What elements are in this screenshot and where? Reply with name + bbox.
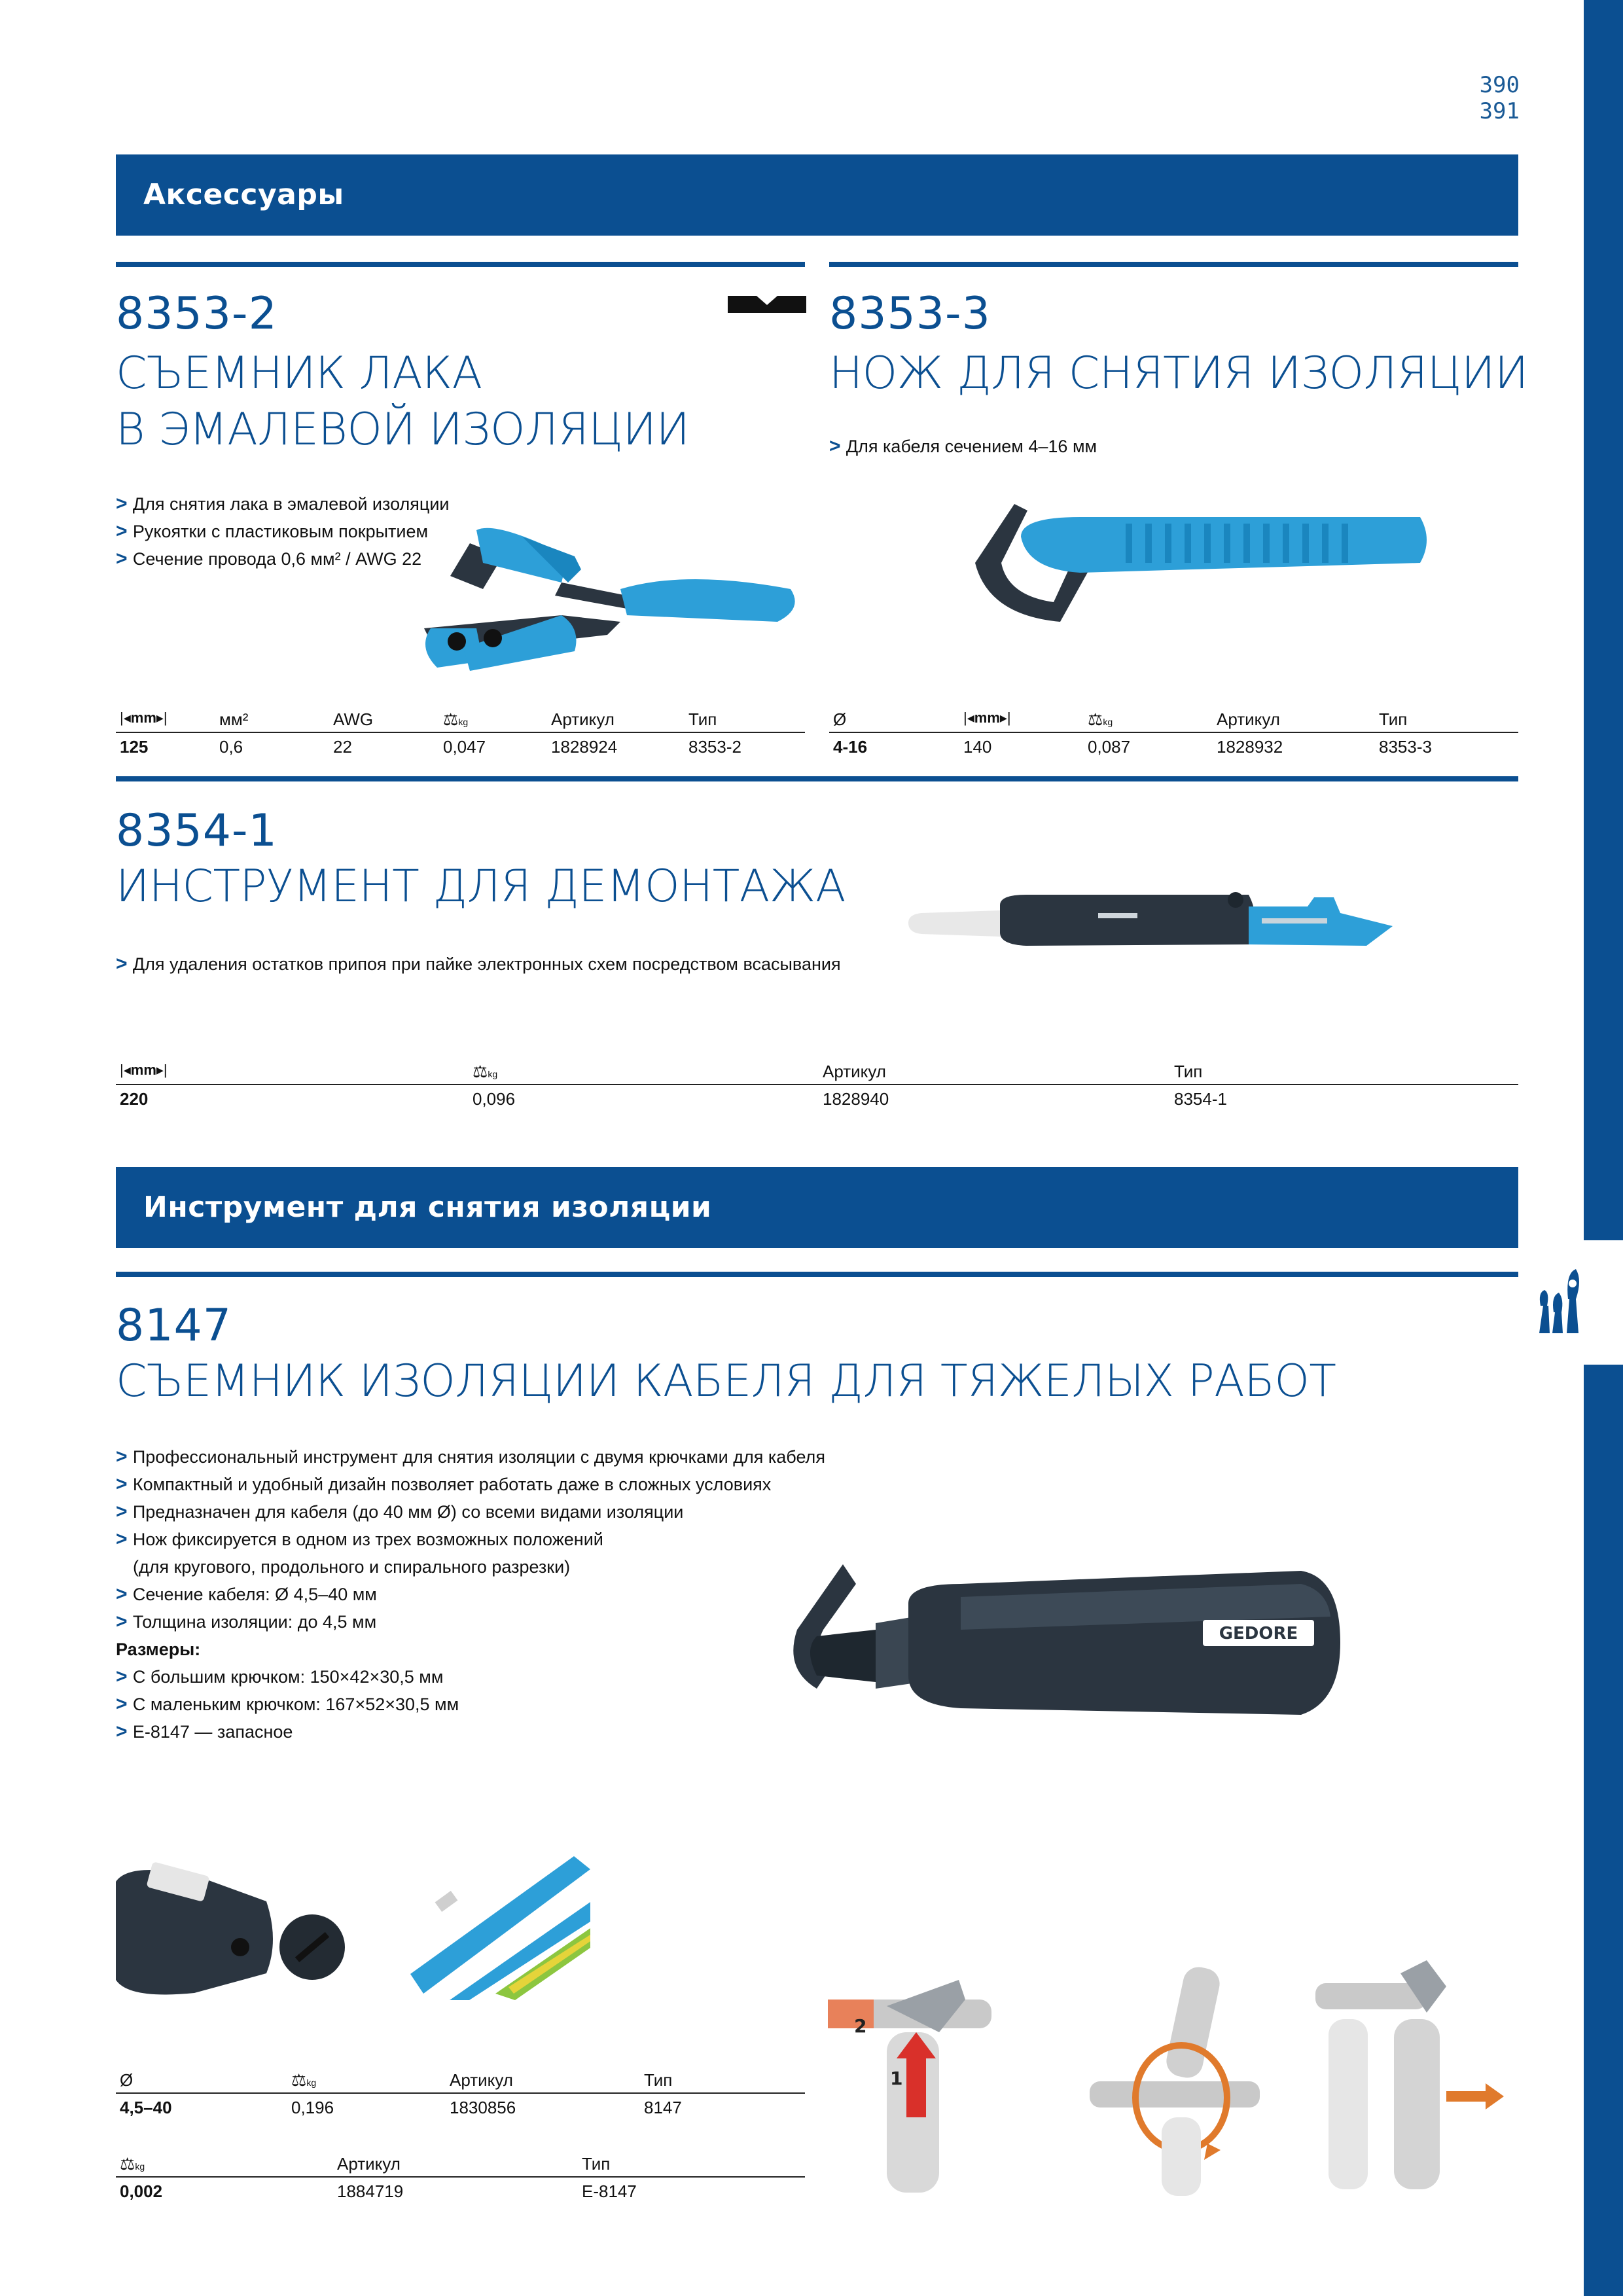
- product-title-line1: СЪЕМНИК ЛАКА: [116, 348, 482, 399]
- feature-list: [116, 1443, 825, 1746]
- table-cell: 0,6: [219, 737, 243, 757]
- spec-table-header: [829, 706, 1518, 733]
- table-cell: 1828940: [823, 1089, 889, 1109]
- page-number-right: 391: [1479, 98, 1520, 124]
- feature-item: > E-8147 — запасное: [116, 1718, 825, 1746]
- spec-table-row: [116, 2178, 805, 2204]
- feature-item: > Предназначен для кабеля (до 40 мм Ø) со всеми видами изоляции: [116, 1498, 825, 1526]
- side-strip-top: [1584, 0, 1623, 1240]
- table-cell: 0,047: [443, 737, 486, 757]
- detail-photo-blade: [116, 1862, 351, 2000]
- table-header-cell: Тип: [644, 2070, 673, 2090]
- product-title: ИНСТРУМЕНТ ДЛЯ ДЕМОНТАЖА: [116, 861, 846, 912]
- table-header-cell: Тип: [688, 709, 717, 729]
- weight-scale-icon: ⚖kg: [1088, 709, 1113, 729]
- feature-item: > Сечение провода 0,6 мм² / AWG 22: [116, 545, 450, 573]
- brand-mark-icon: [728, 296, 806, 313]
- table-header-cell: AWG: [333, 709, 374, 729]
- table-cell: 8147: [644, 2098, 682, 2117]
- product-code: 8353-2: [116, 288, 277, 340]
- diameter-icon: Ø: [833, 709, 847, 729]
- feature-item: > Сечение кабеля: Ø 4,5–40 мм: [116, 1581, 825, 1608]
- spec-table-header: [116, 2150, 805, 2178]
- length-icon: |◂mm▸|: [120, 709, 168, 726]
- table-cell: 1830856: [450, 2098, 516, 2117]
- table-header-cell: Артикул: [337, 2154, 401, 2174]
- feature-item-continued: (для кругового, продольного и спирального разрезки): [133, 1557, 571, 1577]
- banner-title: Аксессуары: [143, 178, 344, 211]
- weight-scale-icon: ⚖kg: [473, 1062, 498, 1081]
- feature-item: > Компактный и удобный дизайн позволяет работать даже в сложных условиях: [116, 1471, 825, 1498]
- feature-list: [116, 950, 841, 978]
- table-cell: 0,002: [120, 2181, 163, 2201]
- table-header-cell: Артикул: [1217, 709, 1280, 729]
- usage-step-2-illustration: [1090, 1967, 1260, 2196]
- table-cell: 0,087: [1088, 737, 1131, 757]
- table-cell: 220: [120, 1089, 149, 1109]
- detail-photo-cables: [410, 1856, 590, 2000]
- heavy-duty-stripper-image: [777, 1558, 1353, 1728]
- usage-step-3-illustration: [1315, 1960, 1505, 2196]
- length-icon: |◂mm▸|: [963, 709, 1011, 726]
- feature-list: [829, 433, 1097, 460]
- spec-table-row: [116, 2094, 805, 2120]
- step-label: 1: [890, 2068, 903, 2089]
- feature-item: > Для кабеля сечением 4–16 мм: [829, 433, 1097, 460]
- sizes-heading: Размеры:: [116, 1640, 201, 1659]
- section-rule: [116, 262, 805, 267]
- banner-title: Инструмент для снятия изоляции: [143, 1191, 712, 1224]
- spec-table-row: [116, 1085, 1518, 1111]
- spec-table-row: [829, 733, 1518, 759]
- page-numbers: [1480, 72, 1520, 124]
- brand-logo-text: GEDORE: [1219, 1624, 1298, 1643]
- table-cell: 1828924: [551, 737, 618, 757]
- table-header-cell: мм²: [219, 709, 249, 729]
- product-title-line2: В ЭМАЛЕВОЙ ИЗОЛЯЦИИ: [116, 404, 690, 456]
- spec-table-header: [116, 1058, 1518, 1085]
- table-cell: 0,096: [473, 1089, 516, 1109]
- product-code: 8354-1: [116, 805, 277, 857]
- weight-scale-icon: ⚖kg: [291, 2070, 317, 2090]
- diameter-icon: Ø: [120, 2070, 134, 2090]
- table-cell: 1884719: [337, 2181, 404, 2201]
- product-code: 8147: [116, 1300, 232, 1352]
- table-header-cell: Артикул: [450, 2070, 513, 2090]
- spec-table-header: [116, 706, 805, 733]
- section-banner-accessories: [116, 154, 1518, 236]
- table-cell: E-8147: [582, 2181, 637, 2201]
- desoldering-pump-image: [908, 887, 1406, 959]
- table-header-cell: Тип: [1174, 1062, 1203, 1081]
- table-cell: 22: [333, 737, 352, 757]
- table-cell: 1828932: [1217, 737, 1283, 757]
- feature-item: > Профессиональный инструмент для снятия изоляции с двумя крючками для кабеля: [116, 1443, 825, 1471]
- table-cell: 8354-1: [1174, 1089, 1227, 1109]
- step-label: 2: [854, 2015, 867, 2037]
- feature-list: [116, 490, 450, 573]
- section-rule: [116, 1272, 1518, 1277]
- table-cell: 8353-2: [688, 737, 741, 757]
- feature-item: > С большим крючком: 150×42×30,5 мм: [116, 1663, 825, 1691]
- page-number-left: 390: [1479, 72, 1520, 98]
- table-cell: 125: [120, 737, 149, 757]
- table-cell: 8353-3: [1379, 737, 1432, 757]
- table-header-cell: Тип: [582, 2154, 611, 2174]
- section-banner-stripping: [116, 1167, 1518, 1248]
- table-header-cell: Артикул: [823, 1062, 886, 1081]
- feature-item: > Толщина изоляции: до 4,5 мм: [116, 1608, 825, 1636]
- product-code: 8353-3: [829, 288, 991, 340]
- table-header-cell: Артикул: [551, 709, 615, 729]
- product-title: СЪЕМНИК ИЗОЛЯЦИИ КАБЕЛЯ ДЛЯ ТЯЖЕЛЫХ РАБОТ: [116, 1355, 1336, 1407]
- feature-item: > С маленьким крючком: 167×52×30,5 мм: [116, 1691, 825, 1718]
- enamel-stripper-image: [411, 517, 804, 681]
- table-header-cell: Тип: [1379, 709, 1408, 729]
- weight-scale-icon: ⚖kg: [443, 709, 469, 729]
- usage-step-1-illustration: [828, 1960, 998, 2196]
- weight-scale-icon: ⚖kg: [120, 2154, 145, 2174]
- length-icon: |◂mm▸|: [120, 1062, 168, 1078]
- feature-item: > Рукоятки с пластиковым покрытием: [116, 518, 450, 545]
- section-rule: [116, 776, 1518, 781]
- side-strip-bottom: [1584, 1365, 1623, 2296]
- table-cell: 140: [963, 737, 992, 757]
- spec-table-row: [116, 733, 805, 759]
- tools-category-icon: [1535, 1260, 1585, 1342]
- table-cell: 4,5–40: [120, 2098, 172, 2117]
- feature-item: > Нож фиксируется в одном из трех возможных положений: [116, 1526, 825, 1553]
- feature-item: > Для удаления остатков припоя при пайке электронных схем посредством всасывания: [116, 950, 841, 978]
- table-cell: 0,196: [291, 2098, 334, 2117]
- product-title: НОЖ ДЛЯ СНЯТИЯ ИЗОЛЯЦИИ: [829, 348, 1528, 399]
- section-rule: [829, 262, 1518, 267]
- cable-knife-image: [962, 497, 1433, 628]
- spec-table-header: [116, 2066, 805, 2094]
- feature-item: > Для снятия лака в эмалевой изоляции: [116, 490, 450, 518]
- table-cell: 4-16: [833, 737, 868, 757]
